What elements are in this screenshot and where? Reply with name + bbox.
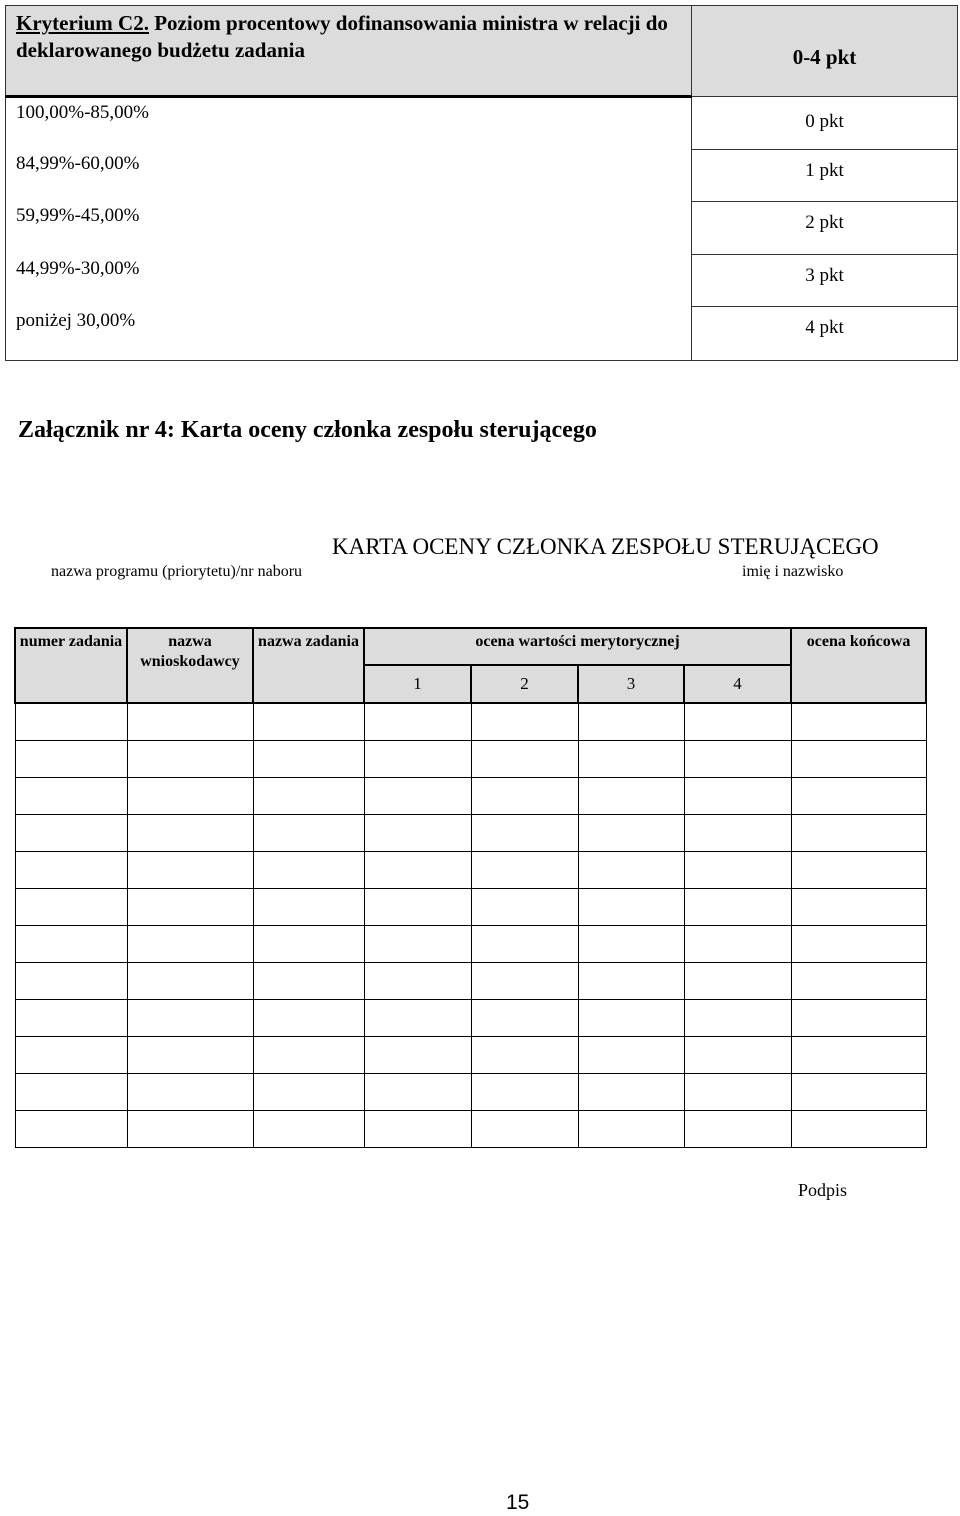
blank-cell[interactable] [15, 1074, 127, 1111]
range-cell: 44,99%-30,00% [6, 255, 692, 307]
blank-cell[interactable] [471, 703, 578, 741]
blank-cell[interactable] [15, 852, 127, 889]
blank-cell[interactable] [253, 1074, 364, 1111]
blank-cell[interactable] [578, 1111, 684, 1148]
header-final-score: ocena końcowa [791, 628, 926, 703]
blank-cell[interactable] [364, 741, 471, 778]
header-task-name: nazwa zadania [253, 628, 364, 703]
blank-cell[interactable] [471, 889, 578, 926]
blank-cell[interactable] [253, 852, 364, 889]
blank-cell[interactable] [127, 1074, 253, 1111]
blank-cell[interactable] [684, 963, 791, 1000]
blank-cell[interactable] [15, 815, 127, 852]
blank-cell[interactable] [253, 1111, 364, 1148]
table-row [15, 926, 926, 963]
blank-cell[interactable] [684, 1074, 791, 1111]
table-row [15, 1111, 926, 1148]
blank-cell[interactable] [253, 741, 364, 778]
blank-cell[interactable] [364, 1037, 471, 1074]
blank-cell[interactable] [684, 741, 791, 778]
blank-cell[interactable] [127, 815, 253, 852]
blank-cell[interactable] [253, 778, 364, 815]
blank-cell[interactable] [791, 703, 926, 741]
blank-cell[interactable] [364, 926, 471, 963]
blank-cell[interactable] [253, 1037, 364, 1074]
blank-cell[interactable] [578, 963, 684, 1000]
blank-cell[interactable] [684, 1111, 791, 1148]
blank-cell[interactable] [127, 703, 253, 741]
blank-cell[interactable] [684, 778, 791, 815]
blank-cell[interactable] [684, 703, 791, 741]
blank-cell[interactable] [684, 889, 791, 926]
table-row [15, 1037, 926, 1074]
points-cell: 3 pkt [692, 255, 958, 307]
blank-cell[interactable] [471, 1000, 578, 1037]
blank-cell[interactable] [791, 963, 926, 1000]
blank-cell[interactable] [684, 926, 791, 963]
blank-cell[interactable] [684, 1037, 791, 1074]
blank-cell[interactable] [684, 815, 791, 852]
blank-cell[interactable] [253, 889, 364, 926]
blank-cell[interactable] [471, 1037, 578, 1074]
blank-cell[interactable] [127, 741, 253, 778]
blank-cell[interactable] [471, 815, 578, 852]
blank-cell[interactable] [15, 778, 127, 815]
blank-cell[interactable] [253, 703, 364, 741]
blank-cell[interactable] [791, 1037, 926, 1074]
criterion-title [6, 6, 692, 97]
table-row [15, 1074, 926, 1111]
blank-cell[interactable] [127, 926, 253, 963]
blank-cell[interactable] [15, 889, 127, 926]
blank-cell[interactable] [364, 703, 471, 741]
blank-cell[interactable] [364, 1111, 471, 1148]
points-cell: 0 pkt [692, 97, 958, 150]
points-cell: 2 pkt [692, 202, 958, 255]
blank-cell[interactable] [127, 889, 253, 926]
blank-cell[interactable] [364, 815, 471, 852]
grid-body [15, 703, 926, 1148]
header-merit-1: 1 [364, 665, 471, 703]
signature-label: Podpis [798, 1180, 848, 1200]
blank-cell[interactable] [15, 963, 127, 1000]
table-row [15, 963, 926, 1000]
table-row [15, 703, 926, 741]
points-cell: 1 pkt [692, 150, 958, 202]
blank-cell[interactable] [127, 963, 253, 1000]
blank-cell[interactable] [471, 741, 578, 778]
blank-cell[interactable] [578, 1074, 684, 1111]
blank-cell[interactable] [791, 778, 926, 815]
table-row [15, 778, 926, 815]
range-cell: poniżej 30,00% [6, 307, 692, 361]
blank-cell[interactable] [253, 815, 364, 852]
header-merit-4: 4 [684, 665, 791, 703]
criterion-title-text: Poziom procentowy dofinansowania ministra w relacji do deklarowanego budżetu zadania [16, 11, 668, 62]
blank-cell[interactable] [253, 963, 364, 1000]
evaluation-grid [14, 627, 927, 1148]
blank-cell[interactable] [15, 1000, 127, 1037]
header-task-number: numer zadania [15, 628, 127, 703]
blank-cell[interactable] [15, 1037, 127, 1074]
card-title: KARTA OCENY CZŁONKA ZESPOŁU STERUJĄCEGO [332, 534, 879, 559]
header-merit-2: 2 [471, 665, 578, 703]
table-row [15, 1000, 926, 1037]
header-merit-3: 3 [578, 665, 684, 703]
blank-cell[interactable] [253, 926, 364, 963]
blank-cell[interactable] [364, 1074, 471, 1111]
blank-cell[interactable] [15, 926, 127, 963]
blank-cell[interactable] [578, 889, 684, 926]
header-merit: ocena wartości merytorycznej [364, 628, 791, 665]
blank-cell[interactable] [578, 815, 684, 852]
blank-cell[interactable] [791, 815, 926, 852]
blank-cell[interactable] [791, 741, 926, 778]
blank-cell[interactable] [364, 778, 471, 815]
blank-cell[interactable] [471, 963, 578, 1000]
blank-cell[interactable] [578, 1037, 684, 1074]
blank-cell[interactable] [684, 852, 791, 889]
blank-cell[interactable] [791, 852, 926, 889]
blank-cell[interactable] [364, 1000, 471, 1037]
blank-cell[interactable] [127, 1037, 253, 1074]
blank-cell[interactable] [471, 778, 578, 815]
blank-cell[interactable] [364, 963, 471, 1000]
blank-cell[interactable] [578, 741, 684, 778]
blank-cell[interactable] [471, 1111, 578, 1148]
blank-cell[interactable] [578, 852, 684, 889]
blank-cell[interactable] [791, 1111, 926, 1148]
blank-cell[interactable] [471, 1074, 578, 1111]
header-applicant: nazwa wnioskodawcy [127, 628, 253, 703]
blank-cell[interactable] [791, 889, 926, 926]
annex-title: Załącznik nr 4: Karta oceny członka zespołu sterującego [18, 417, 597, 443]
blank-cell[interactable] [127, 852, 253, 889]
criterion-table [5, 5, 958, 361]
blank-cell[interactable] [578, 1000, 684, 1037]
range-cell: 59,99%-45,00% [6, 202, 692, 255]
criterion-points-range: 0-4 pkt [692, 6, 958, 97]
blank-cell[interactable] [471, 852, 578, 889]
blank-cell[interactable] [127, 778, 253, 815]
table-row [15, 741, 926, 778]
blank-cell[interactable] [15, 703, 127, 741]
blank-cell[interactable] [578, 926, 684, 963]
blank-cell[interactable] [15, 1111, 127, 1148]
blank-cell[interactable] [791, 1000, 926, 1037]
blank-cell[interactable] [578, 778, 684, 815]
range-cell: 84,99%-60,00% [6, 150, 692, 202]
blank-cell[interactable] [791, 1074, 926, 1111]
blank-cell[interactable] [364, 852, 471, 889]
blank-cell[interactable] [364, 889, 471, 926]
blank-cell[interactable] [127, 1111, 253, 1148]
blank-cell[interactable] [15, 741, 127, 778]
blank-cell[interactable] [791, 926, 926, 963]
blank-cell[interactable] [127, 1000, 253, 1037]
table-row [15, 852, 926, 889]
range-cell: 100,00%-85,00% [6, 97, 692, 150]
blank-cell[interactable] [471, 926, 578, 963]
table-row [15, 889, 926, 926]
points-cell: 4 pkt [692, 307, 958, 361]
page-number: 15 [506, 1491, 530, 1514]
evaluator-name-label: imię i nazwisko [742, 563, 844, 580]
blank-cell[interactable] [253, 1000, 364, 1037]
criterion-title-prefix: Kryterium C2. [16, 11, 149, 35]
blank-cell[interactable] [684, 1000, 791, 1037]
blank-cell[interactable] [578, 703, 684, 741]
program-label: nazwa programu (priorytetu)/nr naboru [51, 563, 303, 580]
table-row [15, 815, 926, 852]
